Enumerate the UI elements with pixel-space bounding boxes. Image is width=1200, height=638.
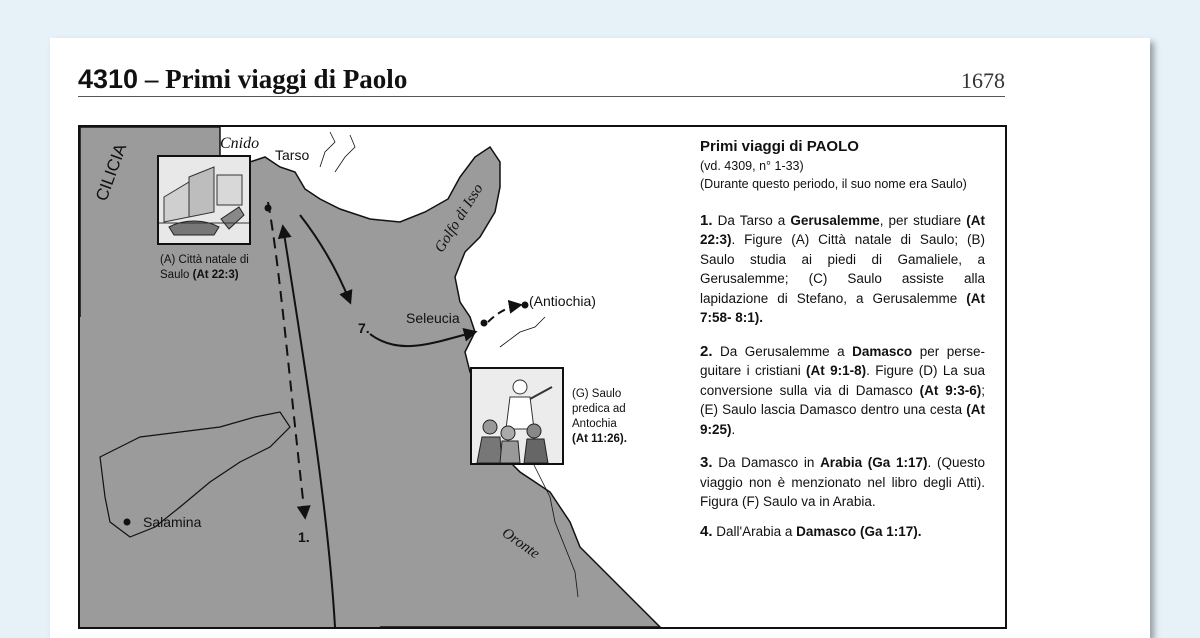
antiochia-dot bbox=[522, 302, 529, 309]
inset-a-line2: Saulo bbox=[160, 269, 193, 281]
inset-a-caption bbox=[160, 253, 249, 283]
page-number: 1678 bbox=[961, 68, 1005, 93]
entry-number: 4310 bbox=[78, 64, 139, 94]
tarso-scene bbox=[159, 157, 249, 243]
panel-sub1: (vd. 4309, n° 1-33) bbox=[700, 158, 804, 173]
inset-a-line1: (A) Città natale di bbox=[160, 254, 249, 266]
p2-b4: (At 9:25) bbox=[700, 402, 985, 437]
river-north bbox=[320, 132, 335, 167]
title-separator: – bbox=[138, 64, 166, 94]
p1-t1: Da Tarso a bbox=[712, 212, 791, 228]
panel-title: Primi viaggi di PAOLO bbox=[700, 138, 859, 155]
p1-b3: (At 7:58- 8:1). bbox=[700, 290, 985, 325]
label-seleucia: Seleucia bbox=[406, 310, 460, 326]
p3-num: 3. bbox=[700, 454, 713, 471]
inset-g-caption bbox=[572, 387, 627, 447]
label-antiochia: (Antiochia) bbox=[529, 293, 596, 309]
inset-antiochia-image bbox=[470, 367, 564, 465]
p1-t3: . Figure (A) Città natale di Saulo; (B) Saulo studia ai piedi di Gamaliele, a Gerusalemme; (C) Saulo assiste alla lapidazione di Stefano, a Gerusalemme bbox=[700, 232, 985, 306]
p2-t4: ; (E) Saulo lascia Damasco dentro una cesta bbox=[700, 382, 985, 417]
river-antiochia bbox=[500, 317, 545, 347]
tarso-dot bbox=[265, 205, 272, 212]
inset-g-line3: Antochia bbox=[572, 418, 617, 430]
route-antiochia bbox=[488, 305, 520, 322]
label-salamina: Salamina bbox=[143, 514, 202, 530]
paragraph-1 bbox=[700, 211, 985, 328]
label-tarso: Tarso bbox=[275, 147, 310, 163]
p3-b1: Arabia bbox=[820, 455, 863, 470]
text-panel bbox=[700, 137, 985, 541]
p4-num: 4. bbox=[700, 522, 713, 540]
paragraph-3 bbox=[700, 453, 985, 512]
p3-b2: (Ga 1:17) bbox=[867, 455, 928, 470]
panel-sub2: (Durante questo periodo, il suo nome era Saulo) bbox=[700, 176, 967, 191]
page-header bbox=[78, 64, 1005, 97]
p2-b3: (At 9:3-6) bbox=[919, 382, 982, 398]
p2-t5: . bbox=[731, 421, 736, 437]
p2-num: 2. bbox=[700, 342, 713, 360]
p2-t1: Da Gerusalemme a bbox=[712, 343, 853, 359]
p4-b2: (Ga 1:17). bbox=[859, 523, 922, 539]
salamina-dot bbox=[124, 519, 131, 526]
inset-g-ref: (At 11:26). bbox=[572, 433, 627, 445]
p2-t2: per perseguitare i cristiani bbox=[700, 343, 985, 378]
entry-title: Primi viaggi di Paolo bbox=[165, 64, 408, 94]
inset-g-line2: predica ad bbox=[572, 403, 626, 415]
inset-a-ref: (At 22:3) bbox=[192, 269, 239, 281]
p1-b2: (At 22:3) bbox=[700, 212, 985, 247]
p1-b1: Gerusalemme bbox=[790, 212, 880, 228]
river-tarso bbox=[335, 135, 355, 172]
p4-b1: Damasco bbox=[796, 523, 857, 539]
inset-tarso-image bbox=[157, 155, 251, 245]
p1-num: 1. bbox=[700, 211, 713, 229]
p2-b1: Damasco bbox=[852, 343, 913, 359]
label-route-1: 1. bbox=[298, 529, 310, 545]
p2-b2: (At 9:1-8) bbox=[806, 363, 867, 378]
label-route-7: 7. bbox=[358, 320, 370, 336]
p3-t1: Da Damasco in bbox=[712, 455, 821, 470]
paragraph-4 bbox=[700, 522, 985, 542]
map-figure bbox=[78, 125, 1007, 629]
label-cilicia: CILICIA bbox=[92, 141, 131, 204]
p3-t3: . (Questo viaggio non è menzionato nel libro degli Atti). Figura (F) Saulo va in Arabia. bbox=[700, 455, 985, 509]
p2-t3: . Figure (D) La sua conversione sulla via di Damasco bbox=[700, 363, 985, 398]
preaching-scene bbox=[472, 369, 562, 463]
inset-g-line1: (G) Saulo bbox=[572, 388, 622, 400]
label-oronte: Oronte bbox=[498, 525, 543, 563]
p4-t1: Dall'Arabia a bbox=[712, 523, 797, 539]
label-cnido: Cnido bbox=[220, 135, 260, 152]
paragraph-2 bbox=[700, 342, 985, 440]
p1-t2: , per studiare bbox=[879, 212, 967, 228]
seleucia-dot bbox=[481, 320, 488, 327]
page-title bbox=[78, 64, 407, 95]
label-golfo: Golfo di Isso bbox=[432, 181, 487, 256]
